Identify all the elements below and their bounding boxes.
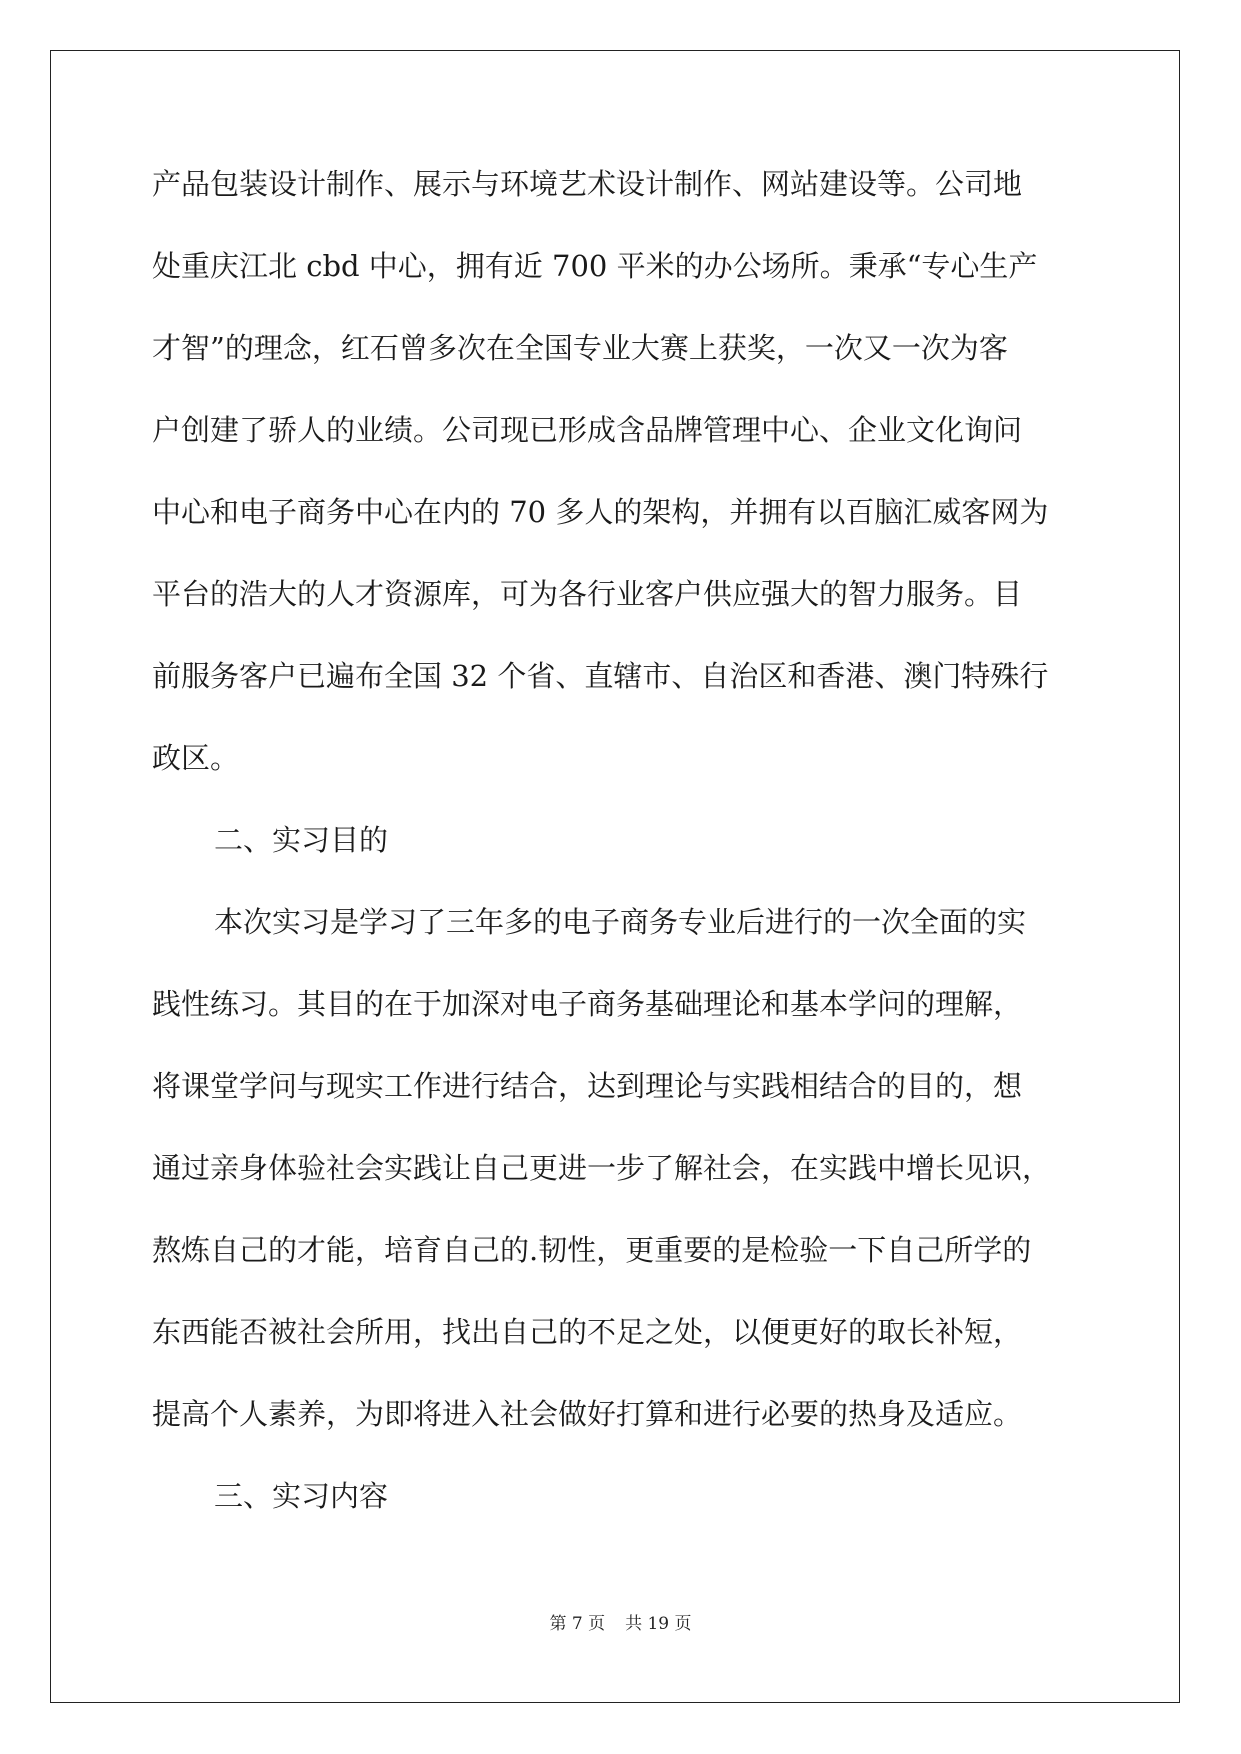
text-line: 通过亲身体验社会实践让自己更进一步了解社会，在实践中增长见识， (152, 1151, 1052, 1185)
text-line: 前服务客户已遍布全国 32 个省、直辖市、自治区和香港、澳门特殊行 (152, 659, 1049, 693)
text-line: 才智”的理念，红石曾多次在全国专业大赛上获奖，一次又一次为客 (152, 331, 1008, 365)
text-line: 产品包装设计制作、展示与环境艺术设计制作、网站建设等。公司地 (152, 167, 1023, 201)
text-line: 东西能否被社会所用，找出自己的不足之处，以便更好的取长补短， (152, 1315, 1023, 1349)
text-line: 提高个人素养，为即将进入社会做好打算和进行必要的热身及适应。 (152, 1397, 1023, 1431)
text-line: 户创建了骄人的业绩。公司现已形成含品牌管理中心、企业文化询问 (152, 413, 1023, 447)
text-line: 中心和电子商务中心在内的 70 多人的架构，并拥有以百脑汇威客网为 (152, 495, 1049, 529)
page-number-total: 共 19 页 (625, 1614, 692, 1634)
text-line: 将课堂学问与现实工作进行结合，达到理论与实践相结合的目的，想 (152, 1069, 1023, 1103)
section-heading: 二、实习目的 (214, 823, 389, 857)
document-body (152, 162, 1107, 1556)
text-line: 政区。 (152, 741, 240, 775)
section-heading: 三、实习内容 (214, 1479, 389, 1513)
paragraph-start-line: 本次实习是学习了三年多的电子商务专业后进行的一次全面的实 (214, 905, 1027, 939)
text-line: 平台的浩大的人才资源库，可为各行业客户供应强大的智力服务。目 (152, 577, 1023, 611)
text-line: 处重庆江北 cbd 中心，拥有近 700 平米的办公场所。秉承“专心生产 (152, 249, 1038, 283)
text-line: 践性练习。其目的在于加深对电子商务基础理论和基本学问的理解， (152, 987, 1023, 1021)
page-number-current: 第 7 页 (549, 1614, 606, 1634)
page-footer (0, 1609, 1241, 1634)
text-line: 熬炼自己的才能，培育自己的.韧性，更重要的是检验一下自己所学的 (152, 1233, 1032, 1267)
